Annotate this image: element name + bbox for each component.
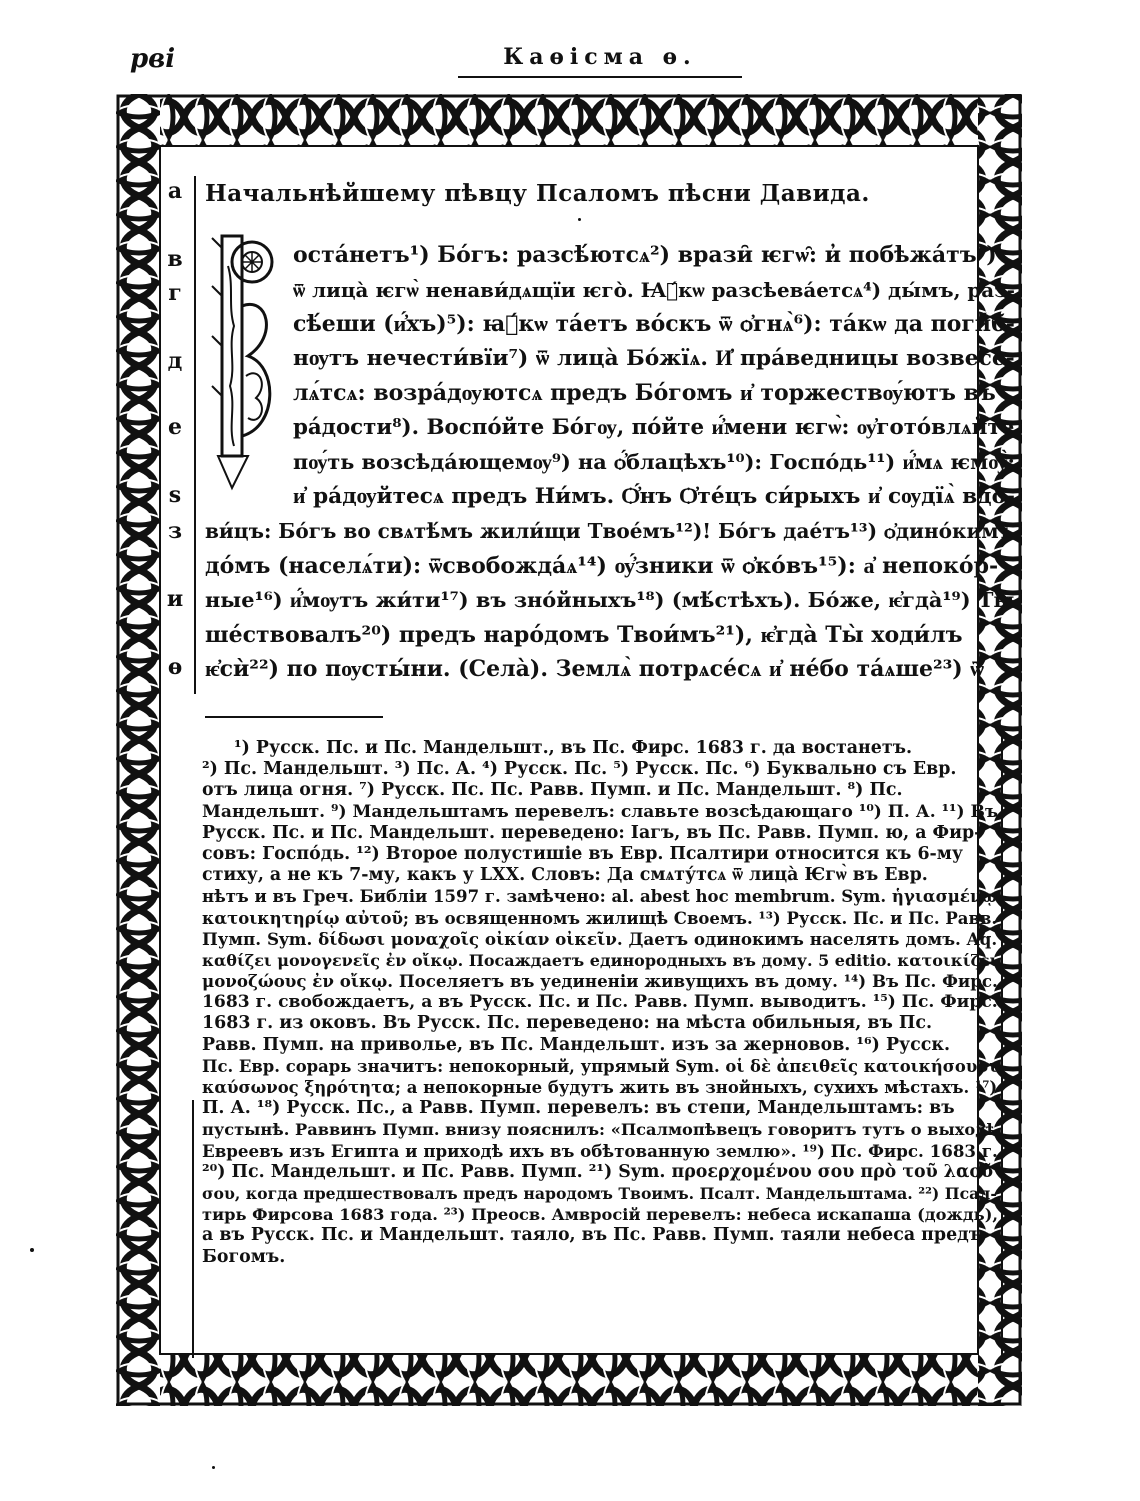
- verse-number: г: [168, 280, 182, 306]
- print-speck: [30, 1248, 34, 1252]
- footnote-line: καθίζει μονογενεῖς ἐν οἴκῳ. Посаждаетъ единородныхъ въ дому. 5 editio. κατοικίζει: [202, 950, 998, 970]
- psalm-line: ные¹⁶) и҆́мѹтъ жи́ти¹⁷) въ зно́йныхъ¹⁸) (мѣ́стѣхъ). Бо́же, ѥ҆гда̀¹⁹) Ты̀: [205, 587, 1015, 612]
- psalm-text: [205, 238, 1015, 687]
- footnote-line: 1683 г. из оковъ. Въ Русск. Пс. переведено: на мѣста обильныя, въ Пс.: [202, 1013, 933, 1034]
- footnote-line: Равв. Пумп. на приволье, въ Пс. Мандельшт. изъ за жерновов. ¹⁶) Русск.: [202, 1034, 951, 1055]
- footnote-line: κατοικητηρίῳ αὐτοῦ; въ освященномъ жилищѣ Своемъ. ¹³) Русск. Пс. и Пс. Равв.: [202, 907, 998, 928]
- footnote-line: σου, когда предшествовалъ предъ народомъ Твоимъ. Псалт. Мандельштама. ²²) Псал-: [202, 1183, 997, 1203]
- footnote-line: μονοζώους ἐν οἴκῳ. Поселяетъ въ уединенiи живущихъ въ дому. ¹⁴) Въ Пс. Фирс.: [202, 971, 998, 992]
- footnote-separator: [205, 716, 383, 718]
- footnote-line: Русск. Пс. и Пс. Мандельшт. переведено: Iагъ, въ Пс. Равв. Пумп. ю, а Фир-: [202, 822, 982, 843]
- verse-number: з: [167, 518, 183, 544]
- footnote-line: καύσωνος ξηρότητα; а непокорные будутъ жить въ знойныхъ, сухихъ мѣстахъ. ¹⁷): [202, 1078, 998, 1097]
- footnote-line: П. А. ¹⁸) Русск. Пс., а Равв. Пумп. перевелъ: въ степи, Мандельштамъ: въ: [202, 1098, 955, 1119]
- footnote-line: Богомъ.: [202, 1246, 286, 1267]
- footnote-line: пустынѣ. Раввинъ Пумп. внизу пояснилъ: «Псалмопѣвецъ говоритъ тутъ о выходѣ: [202, 1120, 998, 1140]
- footnote-line: 1683 г. свобождаетъ, а въ Русск. Пс. и Пс. Равв. Пумп. выводитъ. ¹⁵) Пс. Фирс.: [202, 992, 998, 1013]
- footnote-line: тирь Фирсова 1683 года. ²³) Преосв. Амвросiй перевелъ: небеса искапаша (дождь),: [202, 1205, 999, 1225]
- footnote-line: Пс. Евр. сорарь значитъ: непокорный, упрямый Sym. οἱ δὲ ἀπειθεῖς κατοικήσουσι: [202, 1056, 998, 1076]
- psalm-line: ѥ҆сѝ²²) по пѹсты́ни. (Села̀). Землѧ̀ потрѧсе́сѧ и҆ не́бо та́ѧше²³) ѿ: [205, 656, 984, 682]
- footnote-left-rule: [192, 1100, 194, 1358]
- footnote-line: Евреевъ изъ Египта и приходѣ ихъ въ обѣтованную землю». ¹⁹) Пс. Фирс. 1683 г.: [202, 1140, 998, 1161]
- footnote-line: совъ: Госпо́дь. ¹²) Второе полустишiе въ Евр. Псалтири относится къ 6-му: [202, 843, 964, 864]
- footnote-line: Мандельшт. ⁹) Мандельштамъ перевелъ: славьте возсѣдающаго ¹⁰) П. А. ¹¹) Въ: [202, 801, 999, 822]
- footnote-line: ¹) Русск. Пс. и Пс. Мандельшт., въ Пс. Фирс. 1683 г. да востанетъ.: [234, 738, 913, 758]
- print-speck: [212, 1466, 215, 1469]
- header-rule: [458, 76, 742, 78]
- psalm-line: ра́дости⁸). Воспо́йте Бо́гѹ, по́йте и҆́мени ѥгѡ̀: ѹ҆гото́влѧйте: [293, 414, 1015, 440]
- page-number: рві: [130, 44, 176, 74]
- footnote-line: ²⁰) Пс. Мандельшт. и Пс. Равв. Пумп. ²¹) Sym. προερχομένου σου πρὸ τοῦ λαοῦ: [202, 1161, 994, 1182]
- verse-number: ѳ: [167, 654, 183, 680]
- psalm-line: до́мъ (населѧ́ти): ѿсвобожда́ѧ¹⁴) ѹ҆́зники ѿ ѻ҆ко́въ¹⁵): а҆ непоко́р-: [205, 552, 999, 579]
- psalm-line: ѿ лица̀ ѥгѡ̀ ненави́дѧщїи ѥго̀. Ꙗ҆́кѡ разсѣева́етсѧ⁴) ды́мъ, раз-: [293, 277, 1015, 302]
- footnote-line: а въ Русск. Пс. и Мандельшт. таяло, въ Пс. Равв. Пумп. таяли небеса предъ: [202, 1225, 983, 1246]
- psalm-line: и҆ ра́дѹйтесѧ предъ Ни́мъ. Ѻ҆́нъ Ѻ҆те́цъ си́рыхъ и҆ сѹдїѧ̀ вдо-: [293, 483, 1016, 509]
- psalm-line: ви́цъ: Бо́гъ во свѧтѣ́мъ жили́щи Твое́мъ¹²)! Бо́гъ дае́тъ¹³) ѻ҆дино́кимъ: [205, 519, 1015, 543]
- footnote-line: отъ лица огня. ⁷) Русск. Пс. Пс. Равв. Пумп. и Пс. Мандельшт. ⁸) Пс.: [202, 780, 903, 801]
- verse-number: а: [167, 178, 183, 204]
- verse-number: и: [166, 586, 184, 612]
- psalm-line: оста́нетъ¹) Бо́гъ: разсѣ́ютсѧ²) врази̑ ѥгѡ̑: и̓ побѣжа́тъ³): [293, 242, 997, 268]
- verse-number: е: [168, 414, 182, 440]
- psalm-title: Начальнѣйшему пѣвцу Псаломъ пѣсни Давида.: [205, 180, 870, 207]
- psalm-line: лѧ́тсѧ: возра́дѹютсѧ предъ Бо́гомъ и҆ торжествѹ́ютъ въ: [293, 380, 996, 406]
- psalm-line: нѹтъ нечести́вїи⁷) ѿ лица̀ Бо́жїѧ. И҆ пра́ведницы возвесе-: [293, 345, 1015, 371]
- footnotes: [202, 738, 1002, 1268]
- verse-number: д: [167, 348, 183, 374]
- psalm-line: сѣ́еши (и҆́хъ)⁵): ꙗ҆́кѡ та́етъ во́скъ ѿ ѻ҆гнѧ̀⁶): та́кѡ да поги́б-: [293, 311, 1015, 337]
- footnote-line: нѣтъ и въ Греч. Библiи 1597 г. замѣчено: al. abest hoc membrum. Sym. ἡγιασμένῳ: [202, 886, 998, 907]
- psalm-line: ше́ствовалъ²⁰) предъ наро́домъ Твои́мъ²¹), ѥ҆гда̀ Ты̀ ходи́лъ: [205, 621, 963, 648]
- verse-column-rule: [194, 176, 196, 694]
- print-speck: [578, 218, 581, 221]
- verse-number: ѕ: [168, 482, 182, 508]
- footnote-line: ²) Пс. Мандельшт. ³) Пс. А. ⁴) Русск. Пс. ⁵) Русск. Пс. ⁶) Буквально съ Евр.: [202, 759, 957, 780]
- verse-number: в: [167, 246, 183, 272]
- running-title: Каѳісма ѳ.: [503, 44, 697, 70]
- footnote-line: стиху, а не къ 7-му, какъ у LXX. Словъ: Да смѧту́тсѧ ѿ лица̀ Ѥгѡ̀ въ Евр.: [202, 865, 928, 886]
- psalm-line: пѹ́ть возсѣда́ющемѹ⁹) на ѻ҆́блацѣхъ¹⁰): Госпо́дь¹¹) и҆́мѧ ѥмѹ̀:: [293, 449, 1016, 474]
- footnote-line: Пумп. Sym. δίδωσι μοναχοῖς οἰκίαν οἰκεῖν. Даетъ одинокимъ населять домъ. Aq.: [202, 928, 998, 949]
- footnote-right-rule: [1001, 736, 1003, 1358]
